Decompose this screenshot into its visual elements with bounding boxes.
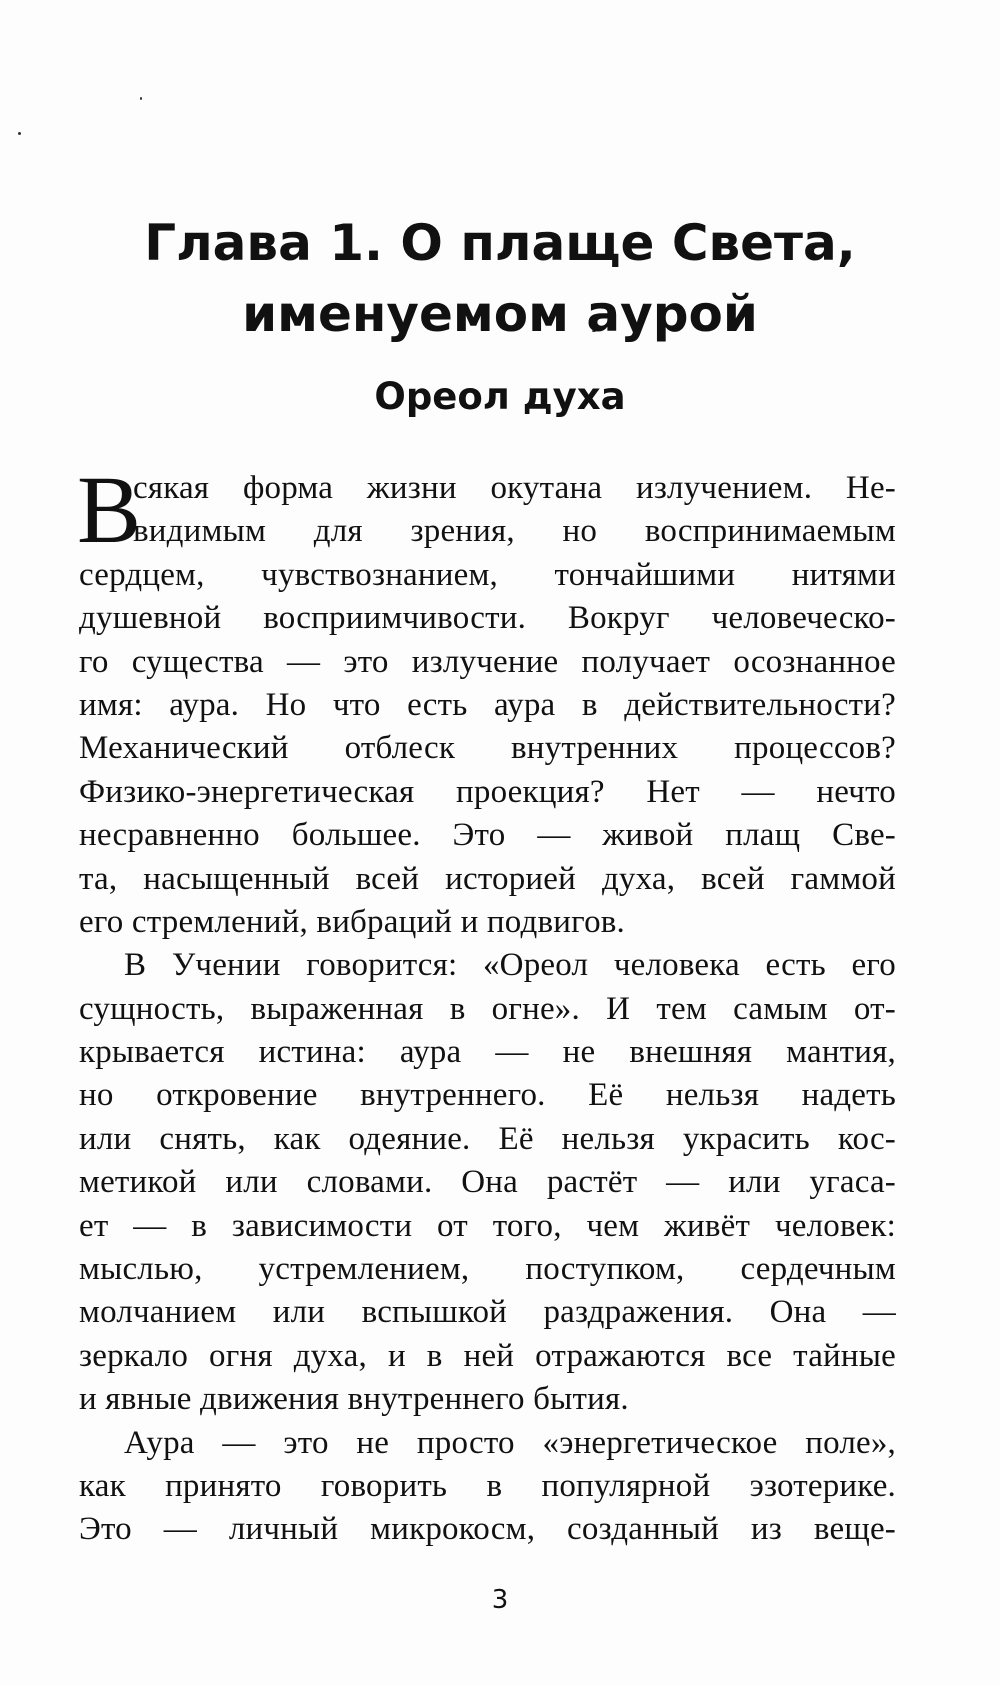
- text-line: молчанием или вспышкой раздражения. Она —: [79, 1294, 896, 1331]
- text-line: его стремлений, вибраций и подвигов.: [79, 903, 626, 940]
- paragraph-3: [79, 1422, 896, 1552]
- paragraph-1: [77, 456, 896, 944]
- text-line: крывается истина: аура — не внешняя мантия,: [79, 1034, 896, 1071]
- text-line: Механический отблеск внутренних процессов?: [79, 730, 896, 767]
- text-line: зеркало огня духа, и в ней отражаются все тайные: [79, 1337, 896, 1374]
- text-line: сердцем, чувствознанием, тончайшими нитями: [79, 556, 896, 593]
- scan-speck: [140, 97, 142, 100]
- text-line: В Учении говорится: «Ореол человека есть его: [124, 947, 896, 984]
- text-line: несравненно большее. Это — живой плащ Све-: [79, 817, 896, 854]
- text-line: но откровение внутреннего. Её нельзя надеть: [79, 1077, 896, 1114]
- page-number: 3: [491, 1585, 509, 1615]
- text-line: ет — в зависимости от того, чем живёт человек:: [79, 1207, 896, 1244]
- text-line: сякая форма жизни окутана излучением. Не-: [133, 470, 896, 506]
- body-text: [77, 456, 896, 1552]
- text-line: Аура — это не просто «энергетическое поле»,: [124, 1424, 896, 1461]
- scan-speck: [18, 132, 21, 135]
- text-line: метикой или словами. Она растёт — или угаса-: [79, 1164, 896, 1201]
- paragraph-2: [79, 944, 896, 1421]
- text-line: видимым для зрения, но воспринимаемым: [133, 513, 896, 550]
- text-line: мыслью, устремлением, поступком, сердечным: [79, 1251, 896, 1288]
- chapter-title-line-1: Глава 1. О плаще Света,: [144, 214, 856, 272]
- text-line: или снять, как одеяние. Её нельзя украсить кос-: [79, 1120, 896, 1157]
- drop-cap: В: [77, 456, 142, 563]
- chapter-title: [60, 208, 940, 350]
- text-line: имя: аура. Но что есть аура в действительности?: [79, 686, 896, 723]
- text-line: душевной восприимчивости. Вокруг человеческо-: [79, 600, 896, 637]
- text-line: та, насыщенный всей историей духа, всей гаммой: [79, 860, 896, 897]
- section-title: Ореол духа: [374, 375, 626, 418]
- text-line: го существа — это излучение получает осознанное: [79, 643, 896, 680]
- text-line: и явные движения внутреннего бытия.: [79, 1381, 629, 1418]
- chapter-title-line-2: именуемом аурой: [242, 285, 758, 343]
- text-line: сущность, выраженная в огне». И тем самым от-: [79, 990, 896, 1027]
- text-line: Это — личный микрокосм, созданный из веще-: [79, 1511, 896, 1548]
- text-line: Физико-энергетическая проекция? Нет — нечто: [79, 773, 896, 810]
- text-line: как принято говорить в популярной эзотерике.: [79, 1467, 896, 1504]
